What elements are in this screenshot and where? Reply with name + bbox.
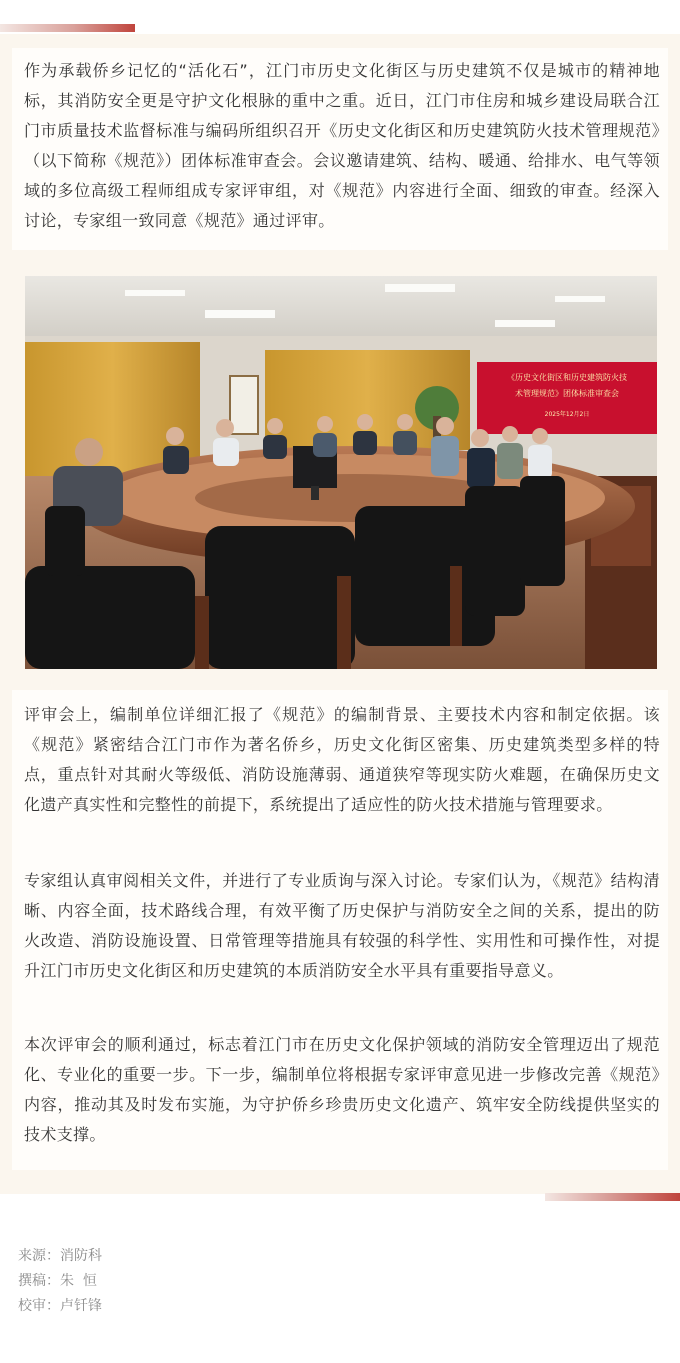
credit-source: 来源：消防科 — [18, 1248, 102, 1264]
banner-line-2: 术管理规范》团体标准审查会 — [515, 389, 619, 398]
top-decor-bar — [0, 24, 135, 32]
credit-reviewer: 校审：卢钎锋 — [18, 1298, 102, 1314]
bottom-decor-bar — [545, 1193, 680, 1201]
article-credits — [18, 1244, 102, 1319]
banner-date: 2025年12月2日 — [544, 411, 590, 418]
article-paragraph-4: 本次评审会的顺利通过，标志着江门市在历史文化保护领域的消防安全管理迈出了规范化、专业化的重要一步。下一步，编制单位将根据专家评审意见进一步修改完善《规范》内容，推动其及时发布实施，为守护侨乡珍贵历史文化遗产、筑牢安全防线提供坚实的技术支撑。 — [24, 1035, 660, 1144]
credit-author: 撰稿：朱 恒 — [18, 1273, 97, 1289]
article-paragraph-3: 专家组认真审阅相关文件，并进行了专业质询与深入讨论。专家们认为，《规范》结构清晰、内容全面，技术路线合理，有效平衡了历史保护与消防安全之间的关系，提出的防火改造、消防设施设置、日常管理等措施具有较强的科学性、实用性和可操作性，对提升江门市历史文化街区和历史建筑的本质消防安全水平具有重要指导意义。 — [24, 871, 660, 980]
meeting-photo — [25, 276, 657, 669]
article-paragraph-1: 作为承载侨乡记忆的“活化石”，江门市历史文化街区与历史建筑不仅是城市的精神地标，其消防安全更是守护文化根脉的重中之重。近日，江门市住房和城乡建设局联合江门市质量技术监督标准与编码所组织召开《历史文化街区和历史建筑防火技术管理规范》（以下简称《规范》）团体标准审查会。会议邀请建筑、结构、暖通、给排水、电气等领域的多位高级工程师组成专家评审组，对《规范》内容进行全面、细致的审查。经深入讨论，专家组一致同意《规范》通过评审。 — [24, 61, 660, 230]
article-paragraph-2: 评审会上，编制单位详细汇报了《规范》的编制背景、主要技术内容和制定依据。该《规范》紧密结合江门市作为著名侨乡，历史文化街区密集、历史建筑类型多样的特点，重点针对其耐火等级低、消防设施薄弱、通道狭窄等现实防火难题，在确保历史文化遗产真实性和完整性的前提下，系统提出了适应性的防火技术措施与管理要求。 — [24, 705, 660, 814]
banner-line-1: 《历史文化街区和历史建筑防火技 — [507, 373, 627, 382]
meeting-photo-illustration — [25, 276, 657, 669]
